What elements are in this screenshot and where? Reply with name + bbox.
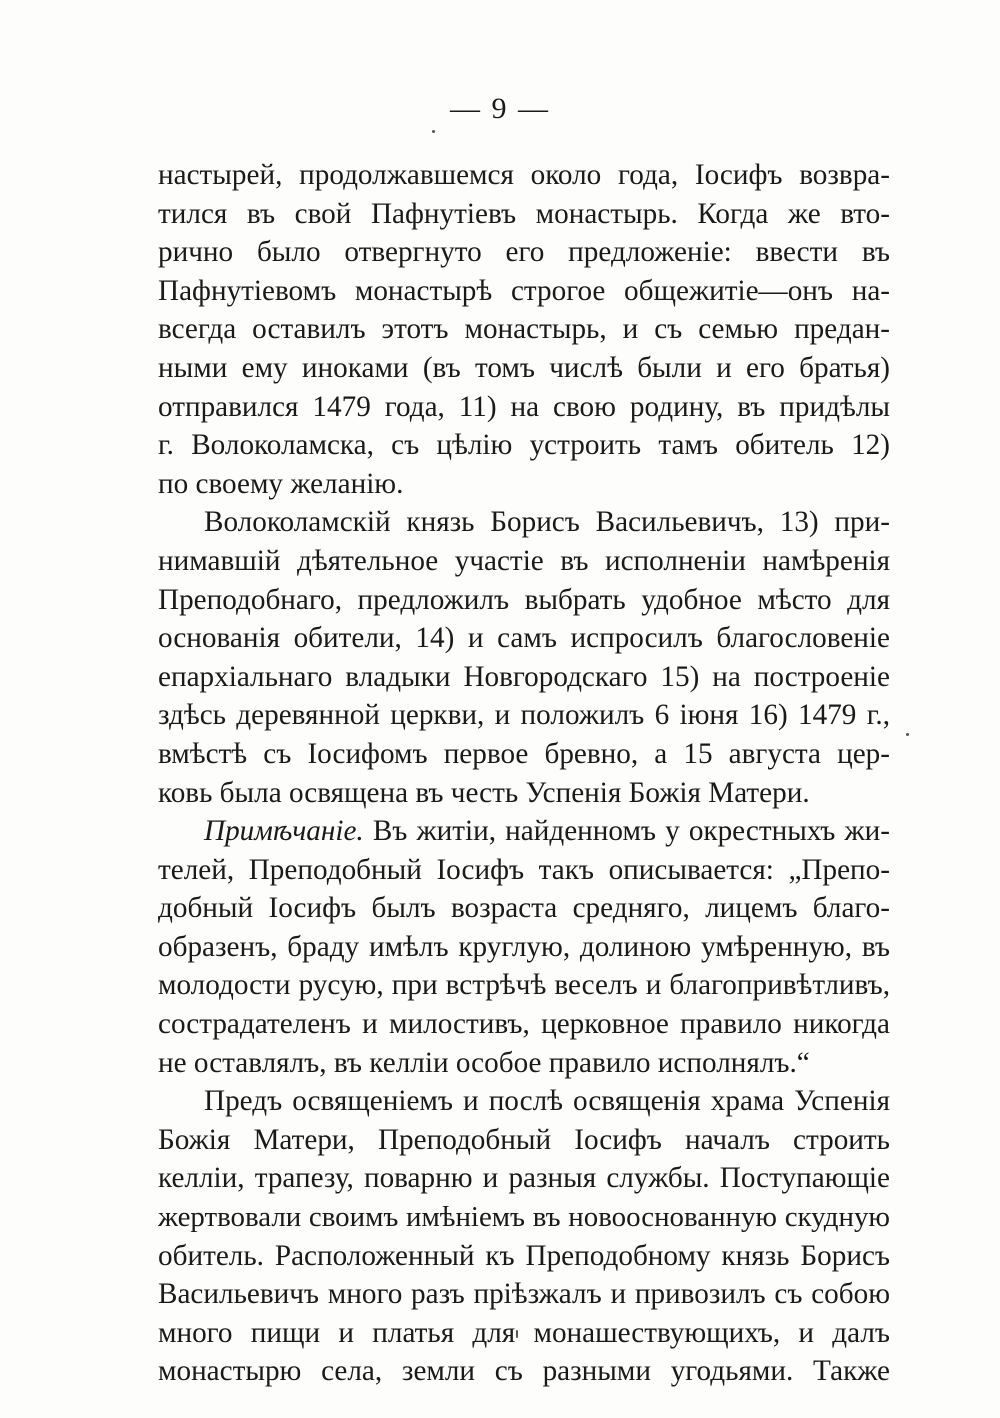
text-line: телей, Преподобный Іосифъ такъ описывается: „Препо- [158, 853, 890, 886]
page-number: — 9 — [450, 92, 550, 125]
text-line: вмѣстѣ съ Іосифомъ первое бревно, а 15 августа цер- [158, 737, 890, 770]
text-line: келліи, трапезу, поварню и разныя службы. Поступающіе [158, 1162, 890, 1195]
text-line: молодости русую, при встрѣчѣ веселъ и благопривѣтливъ, [158, 969, 890, 1002]
text-line: Васильевичъ много разъ пріѣзжалъ и привозилъ съ собою [158, 1278, 890, 1311]
text-line: добный Іосифъ былъ возраста средняго, лицемъ благо- [158, 892, 890, 925]
text-line: Божія Матери, Преподобный Іосифъ началъ строить [158, 1123, 890, 1156]
text-line: рично было отвергнуто его предложеніе: ввести въ [158, 236, 890, 269]
text-line [158, 812, 890, 851]
text-line: жертвовали своимъ имѣніемъ въ новооснованную скудную [158, 1201, 890, 1234]
text-line: Предъ освященіемъ и послѣ освященія храма Успенія [204, 1085, 890, 1118]
scan-speck [906, 733, 909, 736]
text-line: Волоколамскій князь Борисъ Васильевичъ, 13) при- [204, 506, 890, 539]
text-line: обитель. Расположенный къ Преподобному князь Борисъ [158, 1239, 890, 1272]
text-line: много пищи и платья для монашествующихъ, и далъ [158, 1316, 890, 1349]
text-line: сострадателенъ и милостивъ, церковное правило никогда [158, 1008, 890, 1041]
note-label: Примѣчаніе. [204, 815, 364, 848]
text-line: епархіальнаго владыки Новгородскаго 15) на построеніе [158, 660, 890, 693]
text-line: г. Волоколамска, съ цѣлію устроить тамъ обитель 12) [158, 429, 890, 462]
text-line: Пафнутіевомъ монастырѣ строгое общежитіе—онъ на- [158, 274, 890, 307]
text-line: здѣсь деревянной церкви, и положилъ 6 іюня 16) 1479 г., [158, 699, 890, 732]
scan-speck [432, 130, 435, 133]
text-line: нимавшій дѣятельное участіе въ исполненіи намѣренія [158, 544, 890, 577]
text-line: настырей, продолжавшемся около года, Іосифъ возвра- [158, 159, 890, 191]
text-line: всегда оставилъ этотъ монастырь, и съ семью предан- [158, 313, 890, 346]
text-line: ными ему иноками (въ томъ числѣ были и его братья) [158, 351, 890, 384]
paragraph-2 [158, 503, 890, 812]
paragraph-note [158, 812, 890, 1082]
text-line: ковь была освящена въ честь Успенія Божія Матери. [158, 776, 810, 809]
text-line: монастырю села, земли съ разными угодьями. Также [158, 1355, 890, 1388]
text-line: образенъ, браду имѣлъ круглую, долиною умѣренную, въ [158, 930, 890, 963]
note-first-line: Въ житіи, найденномъ у окрестныхъ жи- [363, 815, 890, 848]
text-line: по своему желанію. [158, 467, 404, 500]
text-line: основанія обители, 14) и самъ испросилъ благословеніе [158, 622, 890, 655]
paragraph-1 [158, 156, 890, 503]
text-line: Преподобнаго, предложилъ выбрать удобное мѣсто для [158, 583, 890, 616]
text-line: тился въ свой Пафнутіевъ монастырь. Когда же вто- [158, 197, 890, 230]
body-text [158, 156, 890, 1391]
text-line: не оставлялъ, въ келліи особое правило исполнялъ.“ [158, 1046, 810, 1079]
paragraph-4 [158, 1082, 890, 1391]
text-line: отправился 1479 года, 11) на свою родину, въ придѣлы [158, 390, 890, 423]
